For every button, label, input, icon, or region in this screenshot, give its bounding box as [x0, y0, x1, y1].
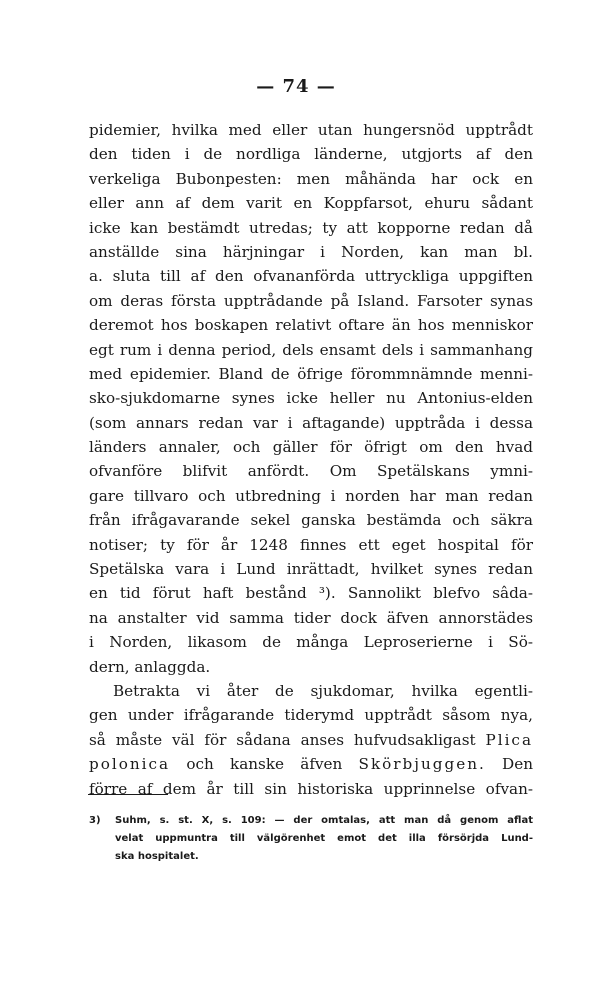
text-line: eller ann af dem varit en Koppfarsot, ehuru sådant	[89, 194, 533, 213]
text-line: en tid förut haft bestånd ³). Sannolikt blefvo sâda-	[89, 584, 533, 603]
text-line: a. sluta till af den ofvananförda uttryckliga uppgiften	[89, 267, 533, 286]
text-line	[89, 752, 533, 776]
text-line: anställde sina härjningar i Norden, kan man bl.	[89, 242, 533, 261]
text-line: Betrakta vi åter de sjukdomar, hvilka egentli-	[113, 681, 533, 700]
footnote-line: velat uppmuntra till välgörenhet emot det illa försörjda Lund-	[115, 833, 533, 844]
text-line: sko-sjukdomarne synes icke heller nu Antonius-elden	[89, 389, 533, 408]
footnote-line	[89, 812, 533, 830]
text-line: Spetälska vara i Lund inrättadt, hvilket synes redan	[89, 560, 533, 579]
text-span: och kanske äfven	[170, 755, 359, 774]
footnote-text: Suhm, s. st. X, s. 109: — der omtalas, att man då genom aflat	[115, 815, 533, 826]
text-line: verkeliga Bubonpesten: men måhända har ock en	[89, 169, 533, 188]
footnote-line: ska hospitalet.	[115, 851, 199, 862]
term-polonica: polonica	[89, 755, 171, 774]
text-line: om deras första upptrådande på Island. Farsoter synas	[89, 291, 533, 310]
text-line: förre af dem år till sin historiska upprinnelse ofvan-	[89, 779, 533, 798]
text-line: dern, anlaggda.	[89, 657, 211, 676]
text-line: pidemier, hvilka med eller utan hungersnöd upptrådt	[89, 121, 533, 139]
text-line: (som annars redan var i aftagande) upptråda i dessa	[89, 413, 533, 432]
text-line: länders annaler, och gäller för öfrigt om den hvad	[89, 438, 533, 457]
text-line: icke kan bestämdt utredas; ty att kopporne redan då	[89, 218, 533, 237]
footnote	[89, 812, 533, 866]
text-span: Den	[485, 755, 534, 774]
text-line: gen under ifrågarande tiderymd upptrådt såsom nya,	[89, 706, 533, 725]
text-line: deremot hos boskapen relativt oftare än hos menniskor	[89, 316, 533, 335]
body-text	[89, 118, 533, 801]
text-line	[89, 728, 533, 752]
text-line: den tiden i de nordliga länderne, utgjorts af den	[89, 145, 533, 164]
footnote-marker: 3)	[89, 815, 101, 826]
footnote-divider	[88, 794, 168, 795]
text-line: från ifrågavarande sekel ganska bestämda och säkra	[89, 511, 533, 530]
text-line: egt rum i denna period, dels ensamt dels i sammanhang	[89, 340, 533, 359]
text-line: ofvanföre blifvit anfördt. Om Spetälskans ymni-	[89, 462, 533, 481]
text-line: med epidemier. Bland de öfrige förommnämnde menni-	[89, 364, 533, 383]
text-line: na anstalter vid samma tider dock äfven annorstädes	[89, 608, 533, 627]
page-number: — 74 —	[256, 76, 336, 97]
text-line: notiser; ty för år 1248 finnes ett eget hospital för	[89, 535, 533, 554]
term-skorbjuggen: Skörbjuggen.	[358, 755, 486, 774]
text-line: gare tillvaro och utbredning i norden har man redan	[89, 486, 533, 505]
text-line: i Norden, likasom de många Leproserierne i Sö-	[89, 633, 533, 652]
text-span: så måste väl för sådana anses hufvudsakligast	[89, 730, 486, 749]
term-plica: Plica	[485, 730, 533, 749]
